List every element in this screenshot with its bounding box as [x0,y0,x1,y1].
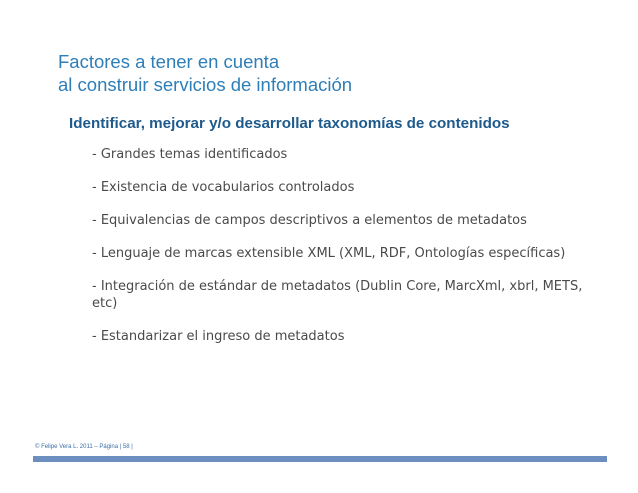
bullet-item: - Estandarizar el ingreso de metadatos [92,329,345,344]
bullet-item: - Integración de estándar de metadatos (Dublin Core, MarcXml, xbrl, METS, etc) [92,279,583,311]
bullet-item: - Equivalencias de campos descriptivos a elementos de metadatos [92,213,527,228]
bullet-item: - Lenguaje de marcas extensible XML (XML, RDF, Ontologías específicas) [92,246,566,261]
slide-title-line-2: al construir servicios de información [58,74,353,95]
footer-page-info: © Felipe Vera L. 2011 – Página | 58 | [35,444,133,450]
footer-bar [33,456,607,462]
slide-title-line-1: Factores a tener en cuenta [58,51,280,72]
bullet-list [92,146,597,361]
slide-title [58,50,352,96]
slide-subtitle: Identificar, mejorar y/o desarrollar taxonomías de contenidos [69,115,510,132]
bullet-item: - Existencia de vocabularios controlados [92,180,355,195]
bullet-item: - Grandes temas identificados [92,147,288,162]
